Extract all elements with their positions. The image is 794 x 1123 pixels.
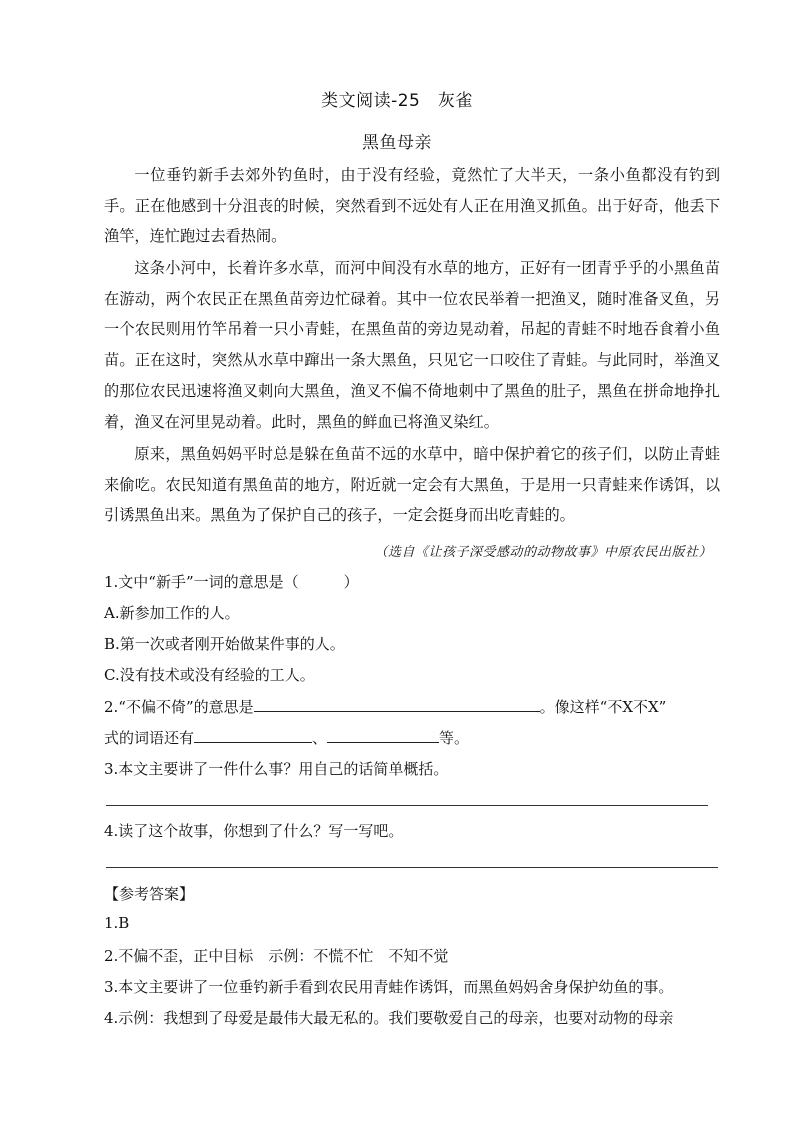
paragraph-1: 一位垂钓新手去郊外钓鱼时，由于没有经验，竟然忙了大半天，一条小鱼都没有钓到手。正在他感到十分沮丧的时候，突然看到不远处有人正在用渔叉抓鱼。出于好奇，他丢下渔竿，连忙跑过去看热闹。 <box>104 166 720 246</box>
answer-line-q3[interactable] <box>106 805 708 806</box>
question-1-option-a: A.新参加工作的人。 <box>104 604 240 622</box>
answer-blank-meaning[interactable] <box>254 710 540 712</box>
paragraph-3: 原来，黑鱼妈妈平时总是躲在鱼苗不远的水草中，暗中保护着它的孩子们，以防止青蛙来偷吃。农民知道有黑鱼苗的地方，附近就一定会有大黑鱼，于是用一只青蛙来作诱饵，以引诱黑鱼出来。黑鱼为了保护自己的孩子，一定会挺身而出吃青蛙的。 <box>104 445 720 525</box>
article-title: 黑鱼母亲 <box>362 133 432 153</box>
question-3: 3.本文主要讲了一件什么事？用自己的话简单概括。 <box>104 760 449 778</box>
question-1-option-c: C.没有技术或没有经验的工人。 <box>104 666 315 684</box>
question-2-end: 等。 <box>439 729 470 747</box>
question-2-prompt: 2.“不偏不倚”的意思是 <box>104 698 254 716</box>
answer-4: 4.示例：我想到了母爱是最伟大最无私的。我们要敬爱自己的母亲，也要对动物的母亲 <box>104 1009 674 1027</box>
question-2-line-1 <box>104 696 666 717</box>
paragraph-2: 这条小河中，长着许多水草，而河中间没有水草的地方，正好有一团青乎乎的小黑鱼苗在游动，两个农民正在黑鱼苗旁边忙碌着。其中一位农民举着一把渔叉，随时准备叉鱼，另一个农民则用竹竿吊着一只小青蛙，在黑鱼苗的旁边晃动着，吊起的青蛙不时地吞食着小鱼苗。正在这时，突然从水草中蹿出一条大黑鱼，只见它一口咬住了青蛙。与此同时，举渔叉的那位农民迅速将渔叉刺向大黑鱼，渔叉不偏不倚地刺中了黑鱼的肚子，黑鱼在拼命地挣扎着，渔叉在河里晃动着。此时，黑鱼的鲜血已将渔叉染红。 <box>104 259 720 431</box>
page-title: 类文阅读-25 灰雀 <box>321 91 473 111</box>
answer-2: 2.不偏不歪，正中目标 示例：不慌不忙 不知不觉 <box>104 947 449 965</box>
article-source: （选自《让孩子深受感动的动物故事》中原农民出版社） <box>374 545 712 560</box>
answer-blank-example-2[interactable] <box>327 741 439 743</box>
question-2-separator: 、 <box>312 729 328 747</box>
question-2-line-2 <box>104 727 469 748</box>
answer-line-q4[interactable] <box>106 867 718 868</box>
question-2-prompt-cont: 。像这样“不X不X” <box>539 698 667 716</box>
question-4: 4.读了这个故事，你想到了什么？写一写吧。 <box>104 822 404 840</box>
question-1-option-b: B.第一次或者刚开始做某件事的人。 <box>104 635 345 653</box>
answer-blank-example-1[interactable] <box>194 741 312 743</box>
question-2-examples-label: 式的词语还有 <box>104 729 195 747</box>
answer-1: 1.B <box>104 914 130 932</box>
answer-key-heading: 【参考答案】 <box>104 885 195 903</box>
question-1: 1.文中“新手”一词的意思是（ ） <box>104 573 359 591</box>
answer-3: 3.本文主要讲了一位垂钓新手看到农民用青蛙作诱饵，而黑鱼妈妈舍身保护幼鱼的事。 <box>104 978 674 996</box>
